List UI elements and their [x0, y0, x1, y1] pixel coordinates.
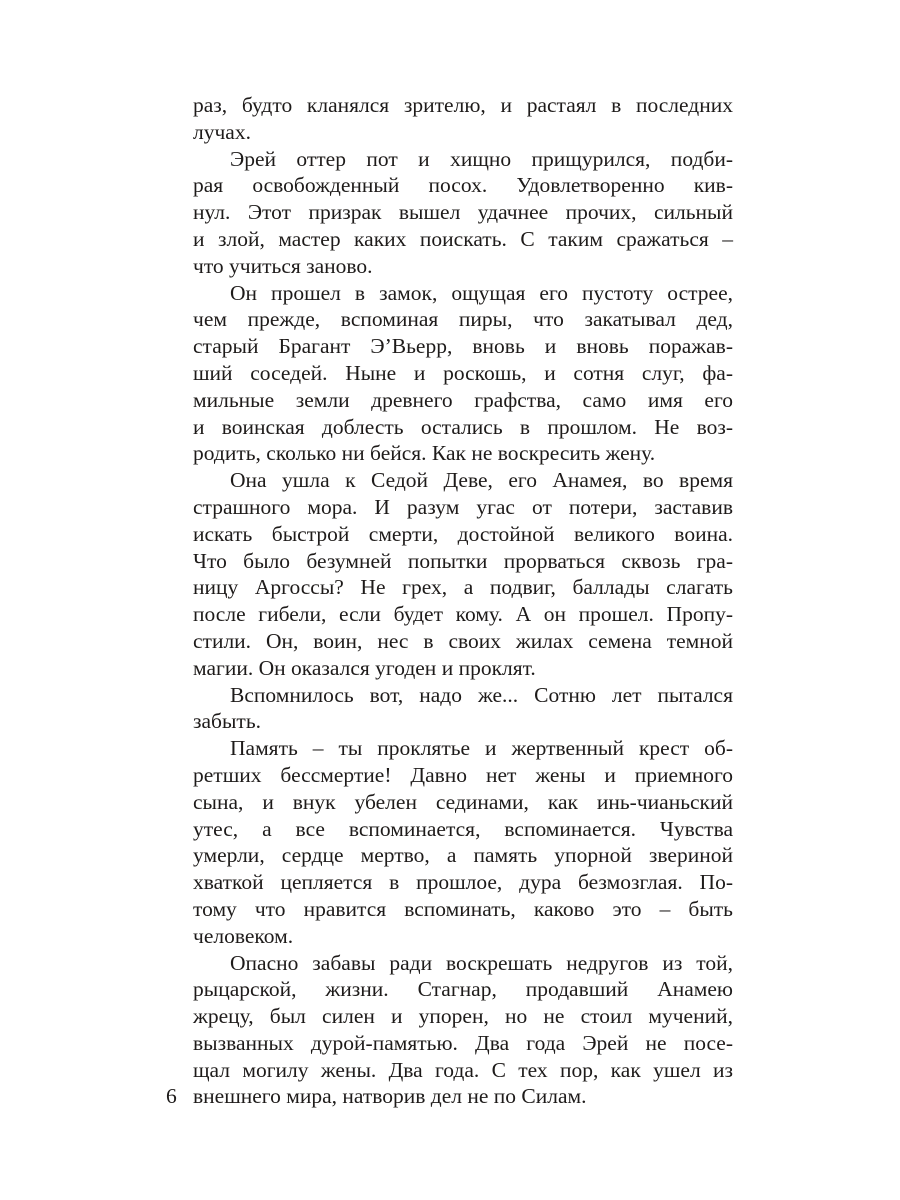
text-line: стили. Он, воин, нес в своих жилах семена темной	[193, 628, 733, 653]
text-line: чем прежде, вспоминая пиры, что закатывал дед,	[193, 307, 733, 332]
paragraph	[193, 735, 733, 949]
text-line: раз, будто кланялся зрителю, и растаял в последних	[193, 93, 733, 117]
text-line: ретших бессмертие! Давно нет жены и приемного	[193, 762, 733, 787]
text-line: жрецу, был силен и упорен, но не стоил мучений,	[193, 1004, 733, 1029]
text-line: ший соседей. Ныне и роскошь, и сотня слуг, фа-	[193, 360, 733, 385]
text-line: тому что нравится вспоминать, каково это – быть	[193, 896, 733, 921]
text-line: лучах.	[193, 119, 251, 144]
paragraph	[193, 146, 733, 280]
text-line: страшного мора. И разум угас от потери, заставив	[193, 494, 733, 519]
text-line: рыцарской, жизни. Стагнар, продавший Анамею	[193, 977, 733, 1002]
text-line: и злой, мастер каких поискать. С таким сражаться –	[193, 226, 733, 251]
text-line: после гибели, если будет кому. А он прошел. Пропу-	[193, 602, 733, 627]
page-number: 6	[166, 1084, 177, 1108]
text-line: хваткой цепляется в прошлое, дура безмозглая. По-	[193, 870, 733, 895]
text-line: утес, а все вспоминается, вспоминается. Чувства	[193, 816, 733, 841]
text-line: человеком.	[193, 923, 294, 948]
text-line: ницу Аргоссы? Не грех, а подвиг, баллады слагать	[193, 575, 733, 600]
text-line: вызванных дурой-памятью. Два года Эрей не посе-	[193, 1030, 733, 1055]
text-line: сына, и внук убелен сединами, как инь-чианьский	[193, 789, 733, 814]
paragraph	[193, 467, 733, 681]
text-line: Вспомнилось вот, надо же... Сотню лет пытался	[230, 682, 733, 707]
text-line: внешнего мира, натворив дел не по Силам.	[193, 1084, 587, 1109]
paragraph	[193, 280, 733, 468]
text-line: Опасно забавы ради воскрешать недругов из той,	[230, 950, 733, 975]
text-line: мильные земли древнего графства, само имя его	[193, 387, 733, 412]
text-line: Память – ты проклятье и жертвенный крест об-	[230, 736, 733, 761]
text-line: магии. Он оказался угоден и проклят.	[193, 655, 536, 680]
text-line: Что было безумней попытки прорваться сквозь гра-	[193, 548, 733, 573]
paragraph	[193, 950, 733, 1111]
text-line: и воинская доблесть остались в прошлом. Не воз-	[193, 414, 733, 439]
text-line: Она ушла к Седой Деве, его Анамея, во время	[230, 468, 733, 493]
text-line: что учиться заново.	[193, 253, 373, 278]
text-line: забыть.	[193, 709, 261, 734]
text-line: Он прошел в замок, ощущая его пустоту острее,	[230, 280, 733, 305]
paragraph	[193, 92, 733, 146]
body-text	[193, 92, 733, 1110]
text-line: умерли, сердце мертво, а память упорной звериной	[193, 843, 733, 868]
text-line: искать быстрой смерти, достойной великого воина.	[193, 521, 733, 546]
text-line: нул. Этот призрак вышел удачнее прочих, сильный	[193, 200, 733, 225]
text-line: щал могилу жены. Два года. С тех пор, как ушел из	[193, 1057, 733, 1082]
text-line: родить, сколько ни бейся. Как не воскресить жену.	[193, 441, 656, 466]
text-line: старый Брагант Э’Вьерр, вновь и вновь поражав-	[193, 334, 733, 359]
text-line: рая освобожденный посох. Удовлетворенно кив-	[193, 173, 733, 198]
paragraph	[193, 682, 733, 736]
text-line: Эрей оттер пот и хищно прищурился, подби-	[230, 146, 733, 171]
